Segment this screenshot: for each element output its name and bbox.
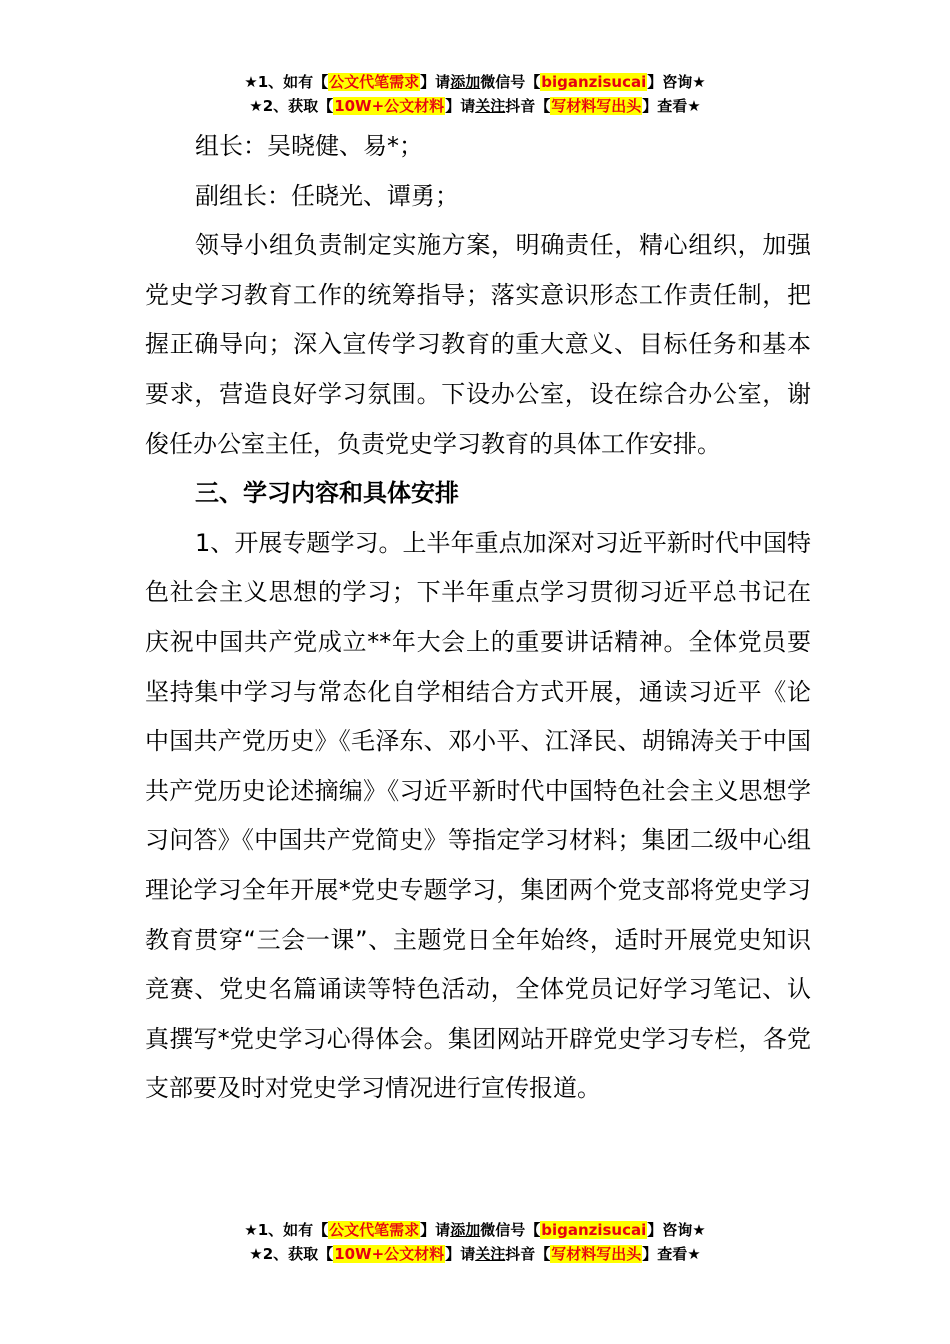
ad-text: 】请: [445, 97, 476, 115]
ad-line-1: [0, 70, 950, 94]
ad-underlined-text: 关注: [475, 1245, 506, 1263]
document-body: [145, 122, 811, 1114]
ad-text: 】查看★: [642, 97, 701, 115]
ad-highlight: 公文代笔需求: [329, 73, 420, 91]
ad-highlight: 公文代笔需求: [329, 1221, 420, 1239]
ad-text: 抖音【: [505, 1245, 551, 1263]
ad-text: ★1、如有【: [244, 1221, 329, 1239]
ad-line-2: [0, 94, 950, 118]
ad-text: ★2、获取【: [249, 1245, 334, 1263]
ad-text: 微信号【: [480, 1221, 541, 1239]
ad-highlight: 写材料写出头: [551, 1245, 642, 1263]
ad-text: 抖音【: [505, 97, 551, 115]
item-1-paragraph: 1、开展专题学习。上半年重点加深对习近平新时代中国特色社会主义思想的学习；下半年重点学习贯彻习近平总书记在庆祝中国共产党成立**年大会上的重要讲话精神。全体党员要坚持集中学习与常态化自学相结合方式开展，通读习近平《论中国共产党历史》《毛泽东、邓小平、江泽民、胡锦涛关于中国共产党历史论述摘编》《习近平新时代中国特色社会主义思想学习问答》《中国共产党简史》等指定学习材料；集团二级中心组理论学习全年开展*党史专题学习，集团两个党支部将党史学习教育贯穿“三会一课”、主题党日全年始终，适时开展党史知识竞赛、党史名篇诵读等特色活动，全体党员记好学习笔记、认真撰写*党史学习心得体会。集团网站开辟党史学习专栏，各党支部要及时对党史学习情况进行宣传报道。: [145, 528, 811, 1103]
duty-paragraph: 领导小组负责制定实施方案，明确责任，精心组织，加强党史学习教育工作的统筹指导；落实意识形态工作责任制，把握正确导向；深入宣传学习教育的重大意义、目标任务和基本要求，营造良好学习氛围。下设办公室，设在综合办公室，谢俊任办公室主任，负责党史学习教育的具体工作安排。: [145, 231, 811, 458]
ad-text: 微信号【: [480, 73, 541, 91]
ad-highlight: 10W+公文材料: [334, 97, 445, 115]
header-ad: [0, 70, 950, 118]
ad-underlined-text: 添加: [450, 73, 481, 91]
ad-highlight: biganzisucai: [541, 1221, 647, 1239]
ad-highlight: 写材料写出头: [551, 97, 642, 115]
leader-line: 组长：吴晓健、易*；: [195, 132, 423, 160]
ad-highlight: 10W+公文材料: [334, 1245, 445, 1263]
ad-text: 】请: [420, 73, 451, 91]
section-heading: 三、学习内容和具体安排: [195, 479, 459, 508]
ad-text: 】咨询★: [647, 1221, 706, 1239]
footer-ad: [0, 1218, 950, 1266]
ad-text: 】查看★: [642, 1245, 701, 1263]
deputy-leader-line: 副组长：任晓光、谭勇；: [195, 181, 459, 210]
ad-text: 】请: [420, 1221, 451, 1239]
ad-line-2: [0, 1242, 950, 1266]
ad-text: ★1、如有【: [244, 73, 329, 91]
ad-highlight: biganzisucai: [541, 73, 647, 91]
ad-line-1: [0, 1218, 950, 1242]
ad-text: ★2、获取【: [249, 97, 334, 115]
ad-underlined-text: 添加: [450, 1221, 481, 1239]
ad-text: 】咨询★: [647, 73, 706, 91]
ad-text: 】请: [445, 1245, 476, 1263]
ad-underlined-text: 关注: [475, 97, 506, 115]
